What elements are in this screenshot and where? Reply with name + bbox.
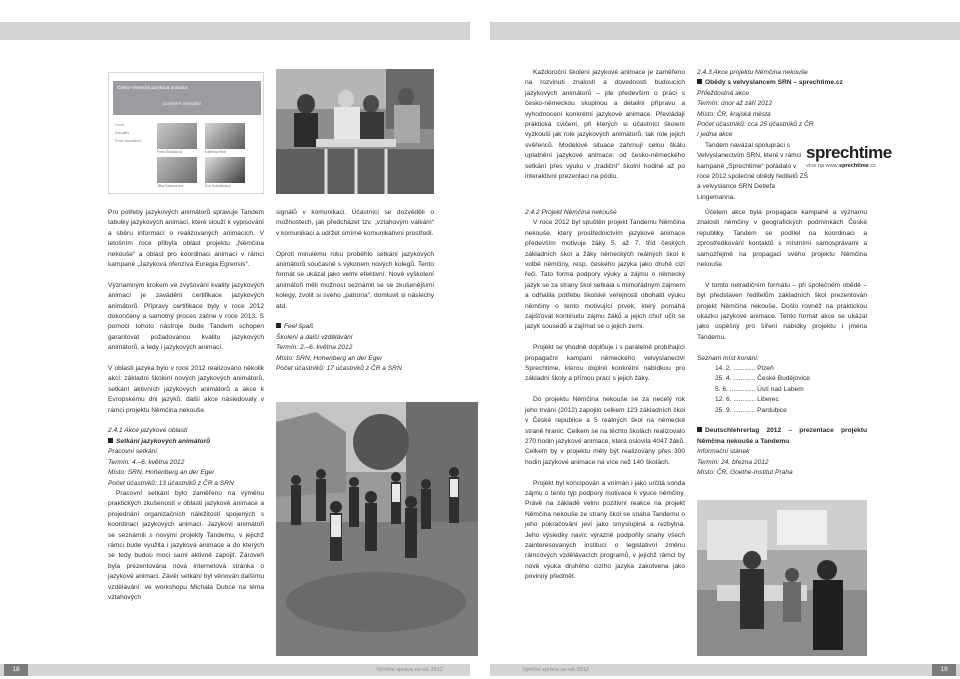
paragraph: Každoroční školení jazykové animace je zaměřeno na rozvinutí znalostí a dovedností budoucích jazykových animátorů – jde především o práci s česko-německou skupinou a detailní přípravu a vyhodnocení konkrétní jazykové animace. Převládají praktická cvičení, při kterých si účastníci školení vyzkouší jak role jazykových animátorů, tak role jejich svěřenců. Modelové situace zahrnují celou škálu uplatnění jazykové animace: od česko-německého setkání přes výuku v „tradiční“ školní hodině až po interaktivní prezentaci na pódiu.	[525, 69, 685, 181]
right-column-1-lower	[525, 208, 685, 593]
portrait-caption: Kateřina Fiedl	[205, 150, 226, 154]
page-number-right: 19	[932, 664, 956, 676]
section-heading: 2.4.2 Projekt Němčina nekouše	[525, 209, 617, 216]
top-bar-left	[0, 22, 470, 40]
event-title: Feel špaß	[276, 322, 434, 332]
list-item: 25. 9. ............ Pardubice	[715, 406, 787, 414]
paragraph: V tomto netradičním formátu – při společném obědě – byl představen ředitelům základních škol prezentován projekt Němčina nekouše. Došlo rovněž na praktickou ukázku jazykové animace. Tento formát akce se ukázal jako úspěšný pro šíření nabídky projektu i jména Tandemu.	[697, 281, 867, 341]
list-title: Seznam míst konání:	[697, 354, 759, 362]
classroom-photo	[276, 69, 434, 194]
paragraph: Oproti minulému roku proběhlo setkání jazykových animátorů současně s výkonem nových kolegů. Tento formát se ukázal jako velmi efektivní. Nově vyškolení animátoři měli možnost seznámit se se zkušenějšími kolegy, zvolit si svého „patrona“, domluvit si náslechy atd.	[276, 250, 434, 310]
event-place: Místo: ČR, Goethe-Institut Praha	[697, 469, 793, 477]
event-title: Setkání jazykových animátorů	[108, 437, 264, 447]
event-type: Informační stánek	[697, 448, 750, 456]
footer-text-right: Výroční zpráva za rok 2012	[522, 667, 589, 673]
logo-url: více na www.sprechtime.cz	[806, 163, 876, 169]
screenshot-title: jazykové animátori	[163, 101, 202, 106]
website-screenshot	[108, 72, 264, 194]
paragraph: V roce 2012 byl spuštěn projekt Tandemu Němčina nekouše, který prostřednictvím jazykové animace především motivuje žáky 5. až 7. tříd českých základních škol a žáky německých reálných škol k volbě němčiny, resp. českého jazyka jako druhé cizí řeči. Tato forma podpory výuky a zájmu o německý jazyk se za strany škol setkala s mimořádným zájmem a odhalila potřebu školské veřejnosti obohatit výuku němčiny o tento motivující prvek, který pomáhá zajišťovat kontinuitu zájmu žáků a jejich chuť učit se jazyk sousedů a zajímat se o jejich zemi.	[525, 219, 685, 331]
right-column-1	[525, 68, 685, 193]
screenshot-menu-item: Profil animátorů	[115, 139, 142, 143]
event-term: Termín: 24. března 2012	[697, 458, 769, 466]
event-type: Příležitostná akce	[697, 89, 750, 97]
bullet-square-icon	[697, 427, 702, 432]
list-item: 12. 6. ............ Liberec	[715, 396, 779, 404]
paragraph: V oblasti jazyka bylo v roce 2012 realizováno několik akcí: základní školení nových jazykových animátorů, setkání aktivních jazykových animátorů a akce k Evropskému dni jazyků; další akce následovaly v rámci projektu Němčina nekouše.	[108, 365, 264, 414]
event-place: Místo: SRN, Hohenberg an der Eger	[108, 469, 215, 477]
screenshot-menu-item: Úvod	[115, 123, 124, 127]
event-type: Školení a další vzdělávání	[276, 333, 353, 341]
paragraph: Významným krokem ve zvyšování kvality jazykových animací je zavádění certifikace jazykových animátorů. Přípravy certifikace byly v roce 2012 dokončeny a samotný proces začne v roce 2013. S pomocí tohoto nástroje bude Tandem schopen garantovat požadovanou kvalitu jazykových animátorů, a tedy i jazykových animací.	[108, 281, 264, 352]
sprechtime-logo	[806, 144, 894, 172]
portrait-caption: Eva Drážďanská	[205, 184, 231, 188]
outdoor-group-photo	[276, 402, 478, 656]
paragraph: Účelem akce byla propagace kampaně a významu znalosti němčiny v geografických podmínkách České republiky. Tandem se podílel na koordinaci a zprostředkování kontaktů s místními samosprávami a samozřejmě na propagaci svého projektu Němčina nekouše.	[697, 209, 867, 269]
portrait-image	[205, 123, 245, 149]
classroom-photo-image	[276, 69, 434, 194]
paragraph: Projekt byl koncipován a vnímán i jako určitá sonda zájmu o tento typ podpory motivace k výuce němčiny. Právě na základě velmi pozitivní reakce na projekt Němčina nekouše ze strany škol se snaha Tandemu o jeho pokračování jeví jako smysluplná a rezbytná. Jeho výsledky navíc výrazně podpořily snahy všech zainteresovaných institucí o legislativní změnu rámcových vzdělávacích programů, v jejichž rámci by nově výuka druhého cizího jazyka zakotvena jako povinný předmět.	[525, 479, 685, 581]
left-column-1	[108, 208, 264, 614]
bullet-square-icon	[276, 323, 281, 328]
event-count: Počet účastníků: 13 účastníků z ČR a SRN	[108, 479, 234, 487]
event-count: Počet účastníků: cca 25 účastníků z ČR / jedna akce	[697, 121, 814, 139]
right-column-2	[697, 208, 867, 479]
event-term: Termín: 2.–6. května 2012	[276, 344, 353, 352]
section-heading: 2.4.3 Akce projektu Němčina nekouše	[697, 69, 808, 76]
paragraph: Do projektu Němčina nekouše se za necelý rok jeho trvání (2012) zapojilo celkem 123 základních škol v České republice a 5 reálných škol na německé straně hranic. Celkem se na těchto školách realizovalo 270 hodin jazykové animace, která oslovila 4047 žáků. Celkem by v projektu měly být realizovány přes 300 hodin jazykové animace na více než 140 školách.	[525, 396, 685, 466]
event-type: Pracovní setkání	[108, 448, 158, 456]
portrait-image	[205, 157, 245, 183]
event-term: Termín: únor až září 2012	[697, 100, 773, 108]
screenshot-header: Česko-německá jazyková animace	[117, 85, 188, 90]
outdoor-group-photo-image	[276, 402, 478, 656]
paragraph: Pro potřeby jazykových animátorů spravuje Tandem tabulky jazykových animací, které slouží k vypisování a sběru informací o realizovaných animacích. V letošním roce přibyla oblast projektu „Němčina nekouše“ a oblast pro koordinaci animací v rámci kampaně „Jazyková ofenzíva Euregia Egrensis“.	[108, 209, 264, 269]
footer-text-left: Výroční zpráva za rok 2012	[376, 667, 443, 673]
paragraph: Tandem navázal spolupráci s Velvyslanectvím SRN, které v rámci kampaně „Sprechtime“ pořádalo v roce 2012 společné obědy ředitelů ZŠ a velvyslance SRN Detlefa Lingemanna.	[697, 141, 809, 201]
paragraph: signálů v komunikaci. Účastníci se dozvěděli o možnostech, jak předcházet tzv. „vztahovým válkám“ v komunikaci a udržet smírné komunikativní prostředí.	[276, 209, 434, 237]
presentation-photo-image	[697, 500, 867, 656]
portrait-image	[157, 157, 197, 183]
portrait-image	[157, 123, 197, 149]
event-place: Místo: SRN, Hohenberg an der Eger	[276, 354, 383, 362]
event-term: Termín: 4.–6. května 2012	[108, 458, 185, 466]
screenshot-menu-item: Aktuality	[115, 131, 130, 135]
list-item: 5. 6. .............. Ústí nad Labem	[715, 385, 804, 393]
section-heading: 2.4.1 Akce jazykové oblasti	[108, 427, 188, 435]
list-item: 14. 2. ............ Plzeň	[715, 365, 774, 373]
top-bar-right	[490, 22, 960, 40]
event-title: Deutschlehrertag 2012 – prezentace projektu Němčina nekouše a Tandemu	[697, 427, 867, 445]
portrait-caption: Petra Škubalová	[157, 150, 182, 154]
list-item: 25. 4. ............ České Budějovice	[715, 375, 810, 383]
page-number-left: 18	[4, 664, 28, 676]
left-column-2	[276, 208, 434, 374]
right-column-2-top	[697, 68, 867, 203]
bullet-square-icon	[697, 79, 702, 84]
portrait-caption: Jitka Kaddourová	[157, 184, 184, 188]
event-title: Obědy s velvyslancem SRN – sprechtime.cz	[697, 78, 867, 88]
event-count: Počet účastníků: 17 účastníků z ČR a SRN	[276, 365, 402, 373]
paragraph: Pracovní setkání bylo zaměřeno na výměnu praktických zkušeností v oblasti jazykové animace a projednání organizačních náležitostí spojených s koordinací jazykových animací. Jazykoví animátoři se seznámili s novými projekty Tandemu, v jejichž rámci bude využita i jazyková animace a do kterých se tedy budou moci sami aktivně zapojit. Zároveň byla prezentována nová internetová stránka o jazykové animaci. Závěr setkání byl věnován dalšímu vzdělávání: ve workshopu Michala Dubce na téma vztahových	[108, 489, 264, 601]
paragraph: Projekt se vhodně doplňuje i s paralelně probíhající propagační kampaní německého velvyslanectví Sprechtime, kterou doplnil konkrétní nabídkou pro základní školy a přímou prací s jejich žáky.	[525, 344, 685, 383]
event-place: Místo: ČR, krajská města	[697, 110, 771, 118]
bullet-square-icon	[108, 438, 113, 443]
presentation-photo	[697, 500, 867, 656]
logo-brand: sprechtime	[806, 143, 892, 162]
